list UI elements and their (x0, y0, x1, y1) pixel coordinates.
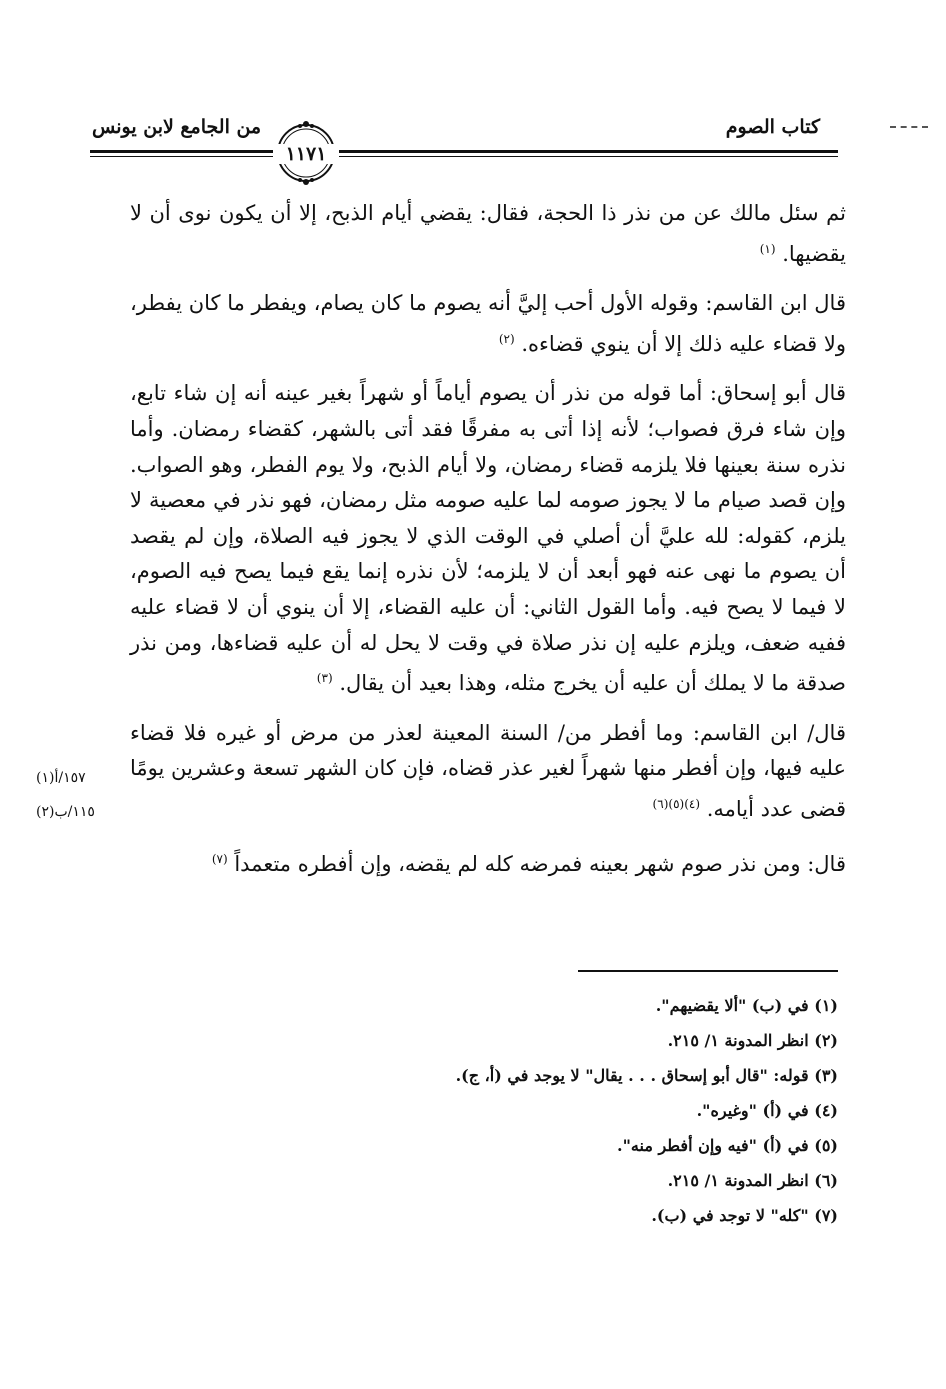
paragraph: قال ابن القاسم: وقوله الأول أحب إليَّ أنه يصوم ما كان يصام، ويفطر ما كان يفطر، ولا قضاء عليه ذلك إلا أن ينوي قضاءه. $^{(٢)}$ (130, 291, 846, 356)
footnote-ref: (٢) (498, 331, 515, 346)
footnote: (٧) "كله" لا توجد في (ب). (651, 1206, 838, 1225)
footnote-ref: (٥) (668, 796, 685, 811)
scan-mark (890, 126, 928, 130)
paragraph: قال: ومن نذر صوم شهر بعينه فمرضه كله لم يقضه، وإن أفطره متعمداً $^{(٧)}$ (211, 851, 846, 876)
footnotes (118, 988, 838, 1233)
footnote-ref: (١) (759, 241, 776, 256)
header-rule-thin (90, 156, 838, 157)
footnote: (٢) انظر المدونة ١/ ٢١٥. (667, 1031, 838, 1050)
page-number-ornament (273, 120, 339, 186)
footnote: (٥) في (أ) "فيه وإن أفطر منه". (617, 1136, 838, 1155)
section-title: كتاب الصوم (725, 116, 820, 138)
margin-folio-note: ١٥٧/أ(١) (36, 770, 86, 786)
footnote-ref: (٤) (684, 796, 701, 811)
footnote: (٣) قوله: "قال أبو إسحاق . . . يقال" لا يوجد في (أ، ج). (455, 1066, 838, 1085)
header-rule-thick (90, 150, 838, 153)
footnote: (٦) انظر المدونة ١/ ٢١٥. (667, 1171, 838, 1190)
footnote-separator (578, 970, 838, 972)
footnote-ref: (٦) (652, 796, 669, 811)
book-title: من الجامع لابن يونس (92, 116, 262, 138)
paragraph: قال أبو إسحاق: أما قوله من نذر أن يصوم أياماً أو شهراً بغير عينه أنه إن شاء تابع، وإن شاء فرق فصواب؛ لأنه إذا أتى به مفرقًا فقد أتى بالشهر، كقضاء رمضان. وأما نذره سنة بعينها فلا يلزمه قضاء رمضان، ولا أيام الذبح، ولا يوم الفطر، وهو الصواب. وإن قصد صيام ما لا يجوز صومه لما عليه صومه مثل رمضان، فهو نذر في معصية لا يلزم، كقوله: لله عليَّ أن أصلي في الوقت الذي لا يجوز فيه الصلاة، وإن لم يقصد أن يصوم ما نهى عنه فهو أبعد أن لا يلزمه؛ لأن نذره إنما يقع فيما يصح فيه الصوم، لا فيما لا يصح فيه. وأما القول الثاني: أن عليه القضاء، إلا أن ينوي أن لا قضاء عليه ففيه ضعف، ويلزم عليه إن نذر صلاة في وقت لا يحل له أن عليه قضاءها، ومن نذر صدقة ما لا يملك أن عليه أن يخرج مثله، وهذا بعيد أن يقال. $^{(٣)}$ (130, 381, 846, 696)
main-text (130, 196, 846, 896)
paragraph: ثم سئل مالك عن من نذر ذا الحجة، فقال: يقضي أيام الذبح، إلا أن يكون نوى أن لا يقضيها. $^{(١)}$ (130, 201, 846, 266)
footnote-ref: (٧) (211, 851, 228, 866)
margin-folio-note: ١١٥/ب(٢) (36, 804, 95, 820)
page-number: ١١٧١ (273, 144, 339, 164)
footnote: (١) في (ب) "ألا يقضيهم". (655, 996, 838, 1015)
footnote-ref: (٣) (316, 671, 333, 686)
paragraph: قال/ ابن القاسم: وما أفطر من/ السنة المعينة لعذر من مرض أو غيره فلا قضاء عليه فيها، وإن أفطر منها شهراً لغير عذر قضاه، فإن كان الشهر تسعة وعشرين يومًا قضى عدد أيامه. $^{(٤)(٥)(٦)}$ (130, 720, 846, 821)
footnote: (٤) في (أ) "وغيره". (696, 1101, 838, 1120)
